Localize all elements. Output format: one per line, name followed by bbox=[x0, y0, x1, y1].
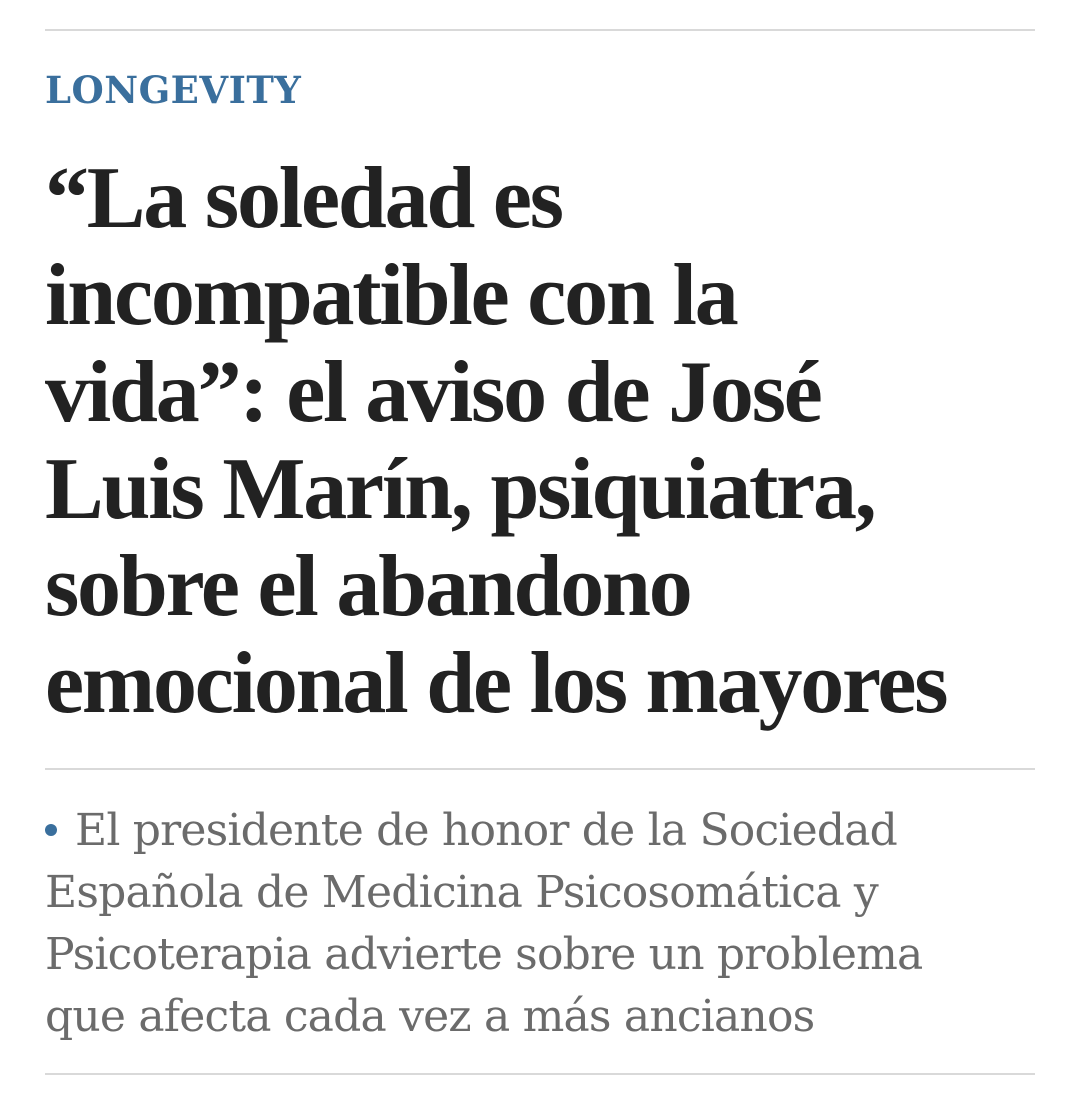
headline-line: vida”: el aviso de José bbox=[45, 344, 821, 441]
top-divider bbox=[45, 29, 1035, 31]
summary-line-text: El presidente de honor de la Sociedad bbox=[75, 805, 898, 856]
headline-line: “La soledad es bbox=[45, 150, 562, 247]
bullet-dot-icon bbox=[45, 824, 57, 836]
summary-line: Psicoterapia advierte sobre un problema bbox=[45, 929, 923, 980]
article-summary bbox=[45, 800, 1035, 1048]
bottom-divider bbox=[45, 1073, 1035, 1075]
headline-line: sobre el abandono bbox=[45, 538, 691, 635]
section-kicker-link[interactable]: LONGEVITY bbox=[45, 68, 302, 112]
summary-line: Española de Medicina Psicosomática y bbox=[45, 867, 878, 918]
summary-line bbox=[45, 800, 1035, 862]
headline-line: emocional de los mayores bbox=[45, 635, 947, 732]
headline-divider bbox=[45, 768, 1035, 770]
article-headline[interactable] bbox=[45, 150, 1035, 732]
summary-line: que afecta cada vez a más ancianos bbox=[45, 991, 815, 1042]
headline-line: incompatible con la bbox=[45, 247, 737, 344]
headline-line: Luis Marín, psiquiatra, bbox=[45, 441, 875, 538]
